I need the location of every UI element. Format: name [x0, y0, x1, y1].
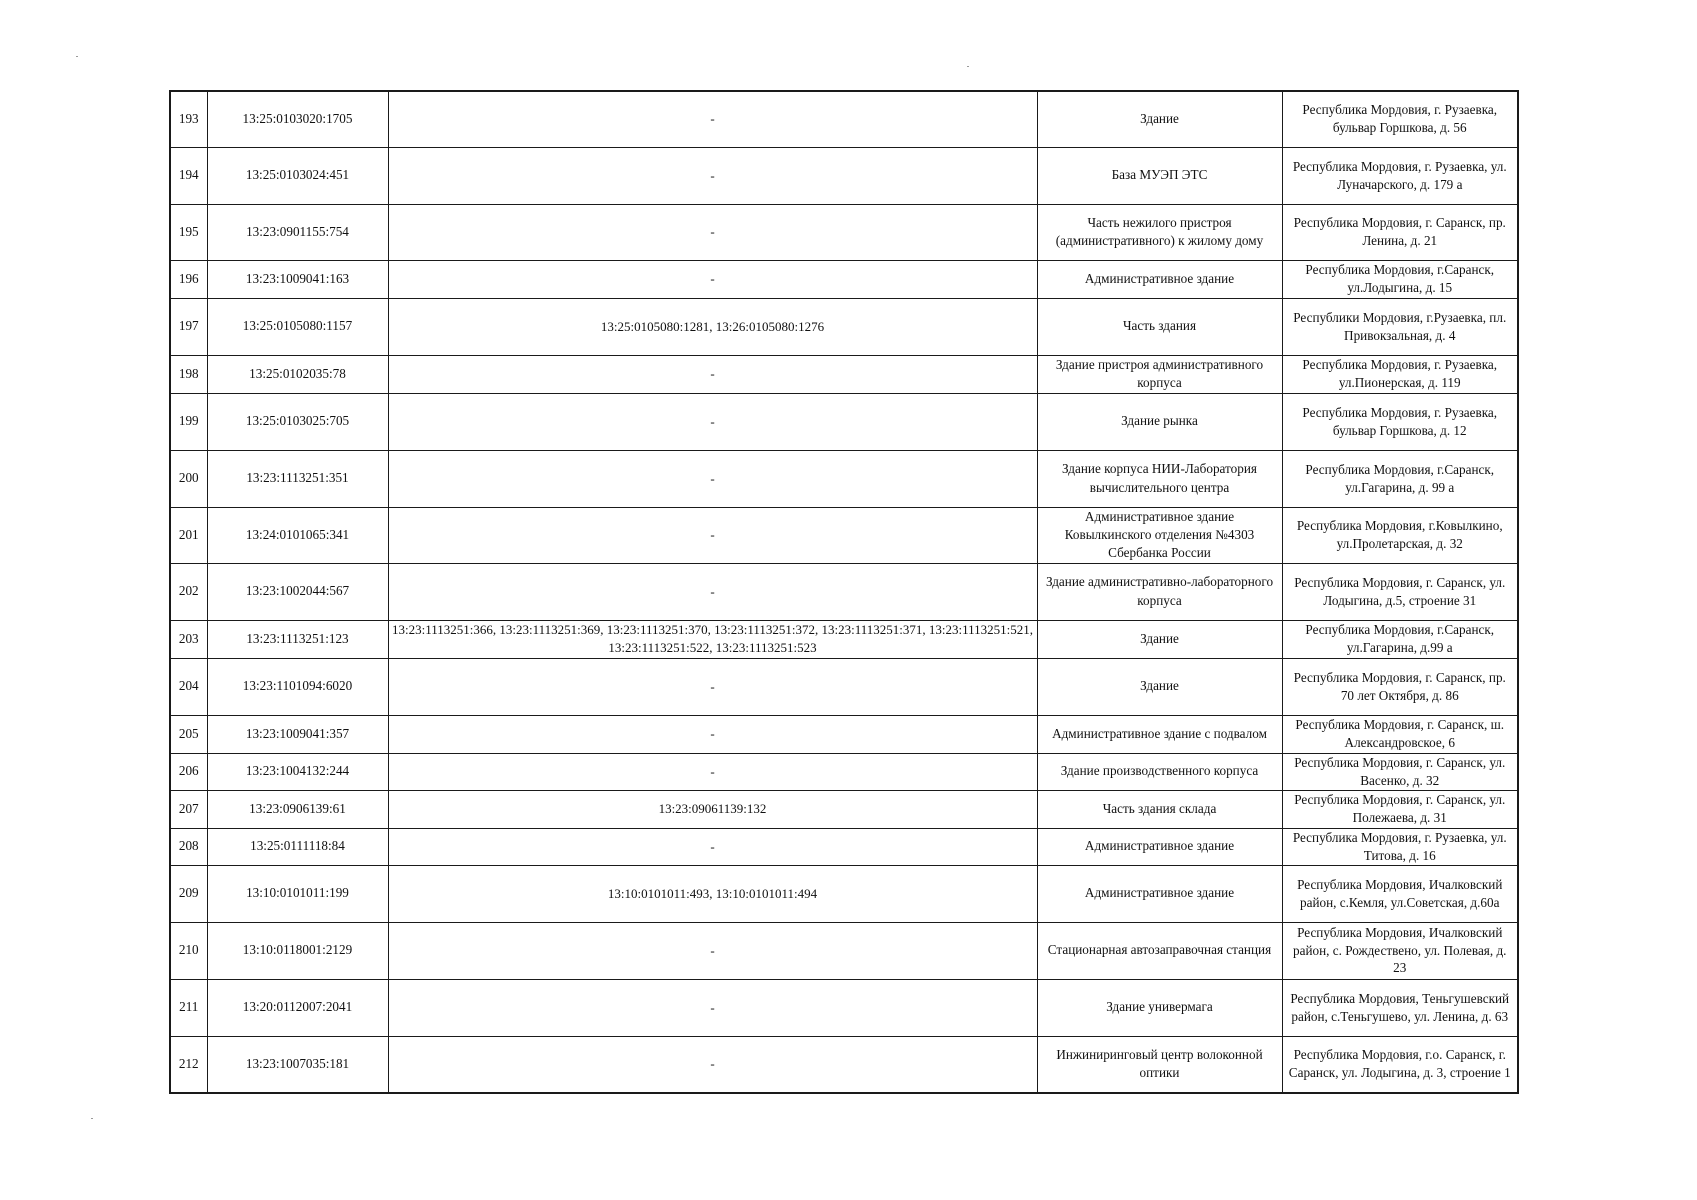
table-row: [170, 865, 1518, 922]
object-address: Республика Мордовия, Ичалковский район, с.Кемля, ул.Советская, д.60а: [1282, 865, 1518, 922]
object-name: Здание универмага: [1037, 979, 1282, 1036]
related-cadastral-numbers: -: [388, 922, 1037, 979]
table-row: [170, 507, 1518, 563]
cadastral-number: 13:25:0103020:1705: [207, 91, 388, 147]
registry-body: [170, 91, 1518, 1093]
cadastral-number: 13:23:0901155:754: [207, 204, 388, 260]
cadastral-number: 13:23:1113251:351: [207, 450, 388, 507]
cadastral-number: 13:25:0111118:84: [207, 828, 388, 865]
object-address: Республика Мордовия, г. Рузаевка, бульвар Горшкова, д. 12: [1282, 393, 1518, 450]
row-number: 210: [170, 922, 207, 979]
object-address: Республика Мордовия, г. Рузаевка, ул. Луначарского, д. 179 а: [1282, 147, 1518, 204]
cadastral-number: 13:23:1101094:6020: [207, 658, 388, 715]
related-cadastral-numbers: -: [388, 147, 1037, 204]
row-number: 206: [170, 753, 207, 790]
object-name: Здание рынка: [1037, 393, 1282, 450]
row-number: 202: [170, 563, 207, 620]
object-name: Административное здание: [1037, 865, 1282, 922]
cadastral-number: 13:25:0103024:451: [207, 147, 388, 204]
related-cadastral-numbers: 13:10:0101011:493, 13:10:0101011:494: [388, 865, 1037, 922]
object-address: Республика Мордовия, г.Саранск, ул.Лодыгина, д. 15: [1282, 260, 1518, 298]
table-row: [170, 753, 1518, 790]
object-name: Административное здание с подвалом: [1037, 715, 1282, 753]
object-address: Республика Мордовия, г. Рузаевка, бульвар Горшкова, д. 56: [1282, 91, 1518, 147]
object-name: Здание производственного корпуса: [1037, 753, 1282, 790]
property-registry-table: [169, 90, 1519, 1094]
cadastral-number: 13:23:1113251:123: [207, 620, 388, 658]
object-name: Часть здания: [1037, 298, 1282, 355]
row-number: 194: [170, 147, 207, 204]
object-address: Республика Мордовия, г. Саранск, ул. Лодыгина, д.5, строение 31: [1282, 563, 1518, 620]
row-number: 196: [170, 260, 207, 298]
row-number: 208: [170, 828, 207, 865]
row-number: 193: [170, 91, 207, 147]
object-address: Республика Мордовия, г. Саранск, пр. Ленина, д. 21: [1282, 204, 1518, 260]
object-name: Здание: [1037, 91, 1282, 147]
related-cadastral-numbers: -: [388, 979, 1037, 1036]
row-number: 199: [170, 393, 207, 450]
object-name: Здание пристроя административного корпуса: [1037, 355, 1282, 393]
cadastral-number: 13:23:1004132:244: [207, 753, 388, 790]
table-row: [170, 922, 1518, 979]
related-cadastral-numbers: -: [388, 715, 1037, 753]
object-name: Здание корпуса НИИ-Лаборатория вычислительного центра: [1037, 450, 1282, 507]
object-address: Республика Мордовия, Ичалковский район, с. Рождествено, ул. Полевая, д. 23: [1282, 922, 1518, 979]
table-row: [170, 1036, 1518, 1093]
object-address: Республика Мордовия, г.Саранск, ул.Гагарина, д. 99 а: [1282, 450, 1518, 507]
related-cadastral-numbers: -: [388, 753, 1037, 790]
scan-speck: [91, 1118, 93, 1119]
row-number: 207: [170, 790, 207, 828]
object-name: Стационарная автозаправочная станция: [1037, 922, 1282, 979]
related-cadastral-numbers: -: [388, 260, 1037, 298]
row-number: 204: [170, 658, 207, 715]
related-cadastral-numbers: -: [388, 828, 1037, 865]
related-cadastral-numbers: 13:23:09061139:132: [388, 790, 1037, 828]
table-row: [170, 355, 1518, 393]
row-number: 209: [170, 865, 207, 922]
object-name: Часть нежилого пристроя (административного) к жилому дому: [1037, 204, 1282, 260]
table-row: [170, 563, 1518, 620]
object-name: Административное здание: [1037, 828, 1282, 865]
object-name: Административное здание: [1037, 260, 1282, 298]
related-cadastral-numbers: 13:23:1113251:366, 13:23:1113251:369, 13:23:1113251:370, 13:23:1113251:372, 13:23:1113251:371, 13:23:1113251:521, 13:23:1113251:522, 13:23:1113251:523: [388, 620, 1037, 658]
table-row: [170, 204, 1518, 260]
object-name: База МУЭП ЭТС: [1037, 147, 1282, 204]
object-address: Республики Мордовия, г.Рузаевка, пл. Привокзальная, д. 4: [1282, 298, 1518, 355]
cadastral-number: 13:23:1009041:163: [207, 260, 388, 298]
row-number: 203: [170, 620, 207, 658]
row-number: 195: [170, 204, 207, 260]
table-row: [170, 393, 1518, 450]
cadastral-number: 13:25:0105080:1157: [207, 298, 388, 355]
object-name: Инжиниринговый центр волоконной оптики: [1037, 1036, 1282, 1093]
table-row: [170, 979, 1518, 1036]
scan-speck: [76, 56, 78, 57]
table-row: [170, 790, 1518, 828]
table-row: [170, 658, 1518, 715]
related-cadastral-numbers: -: [388, 393, 1037, 450]
cadastral-number: 13:23:1002044:567: [207, 563, 388, 620]
object-name: Административное здание Ковылкинского отделения №4303 Сбербанка России: [1037, 507, 1282, 563]
object-address: Республика Мордовия, г.о. Саранск, г. Саранск, ул. Лодыгина, д. 3, строение 1: [1282, 1036, 1518, 1093]
scan-speck: [967, 66, 969, 67]
cadastral-number: 13:10:0118001:2129: [207, 922, 388, 979]
object-address: Республика Мордовия, Теньгушевский район, с.Теньгушево, ул. Ленина, д. 63: [1282, 979, 1518, 1036]
related-cadastral-numbers: -: [388, 563, 1037, 620]
table-row: [170, 828, 1518, 865]
table-row: [170, 450, 1518, 507]
object-address: Республика Мордовия, г. Саранск, ул. Полежаева, д. 31: [1282, 790, 1518, 828]
related-cadastral-numbers: 13:25:0105080:1281, 13:26:0105080:1276: [388, 298, 1037, 355]
object-address: Республика Мордовия, г. Саранск, ш. Александровское, 6: [1282, 715, 1518, 753]
object-address: Республика Мордовия, г. Саранск, ул. Васенко, д. 32: [1282, 753, 1518, 790]
cadastral-number: 13:10:0101011:199: [207, 865, 388, 922]
row-number: 198: [170, 355, 207, 393]
cadastral-number: 13:23:0906139:61: [207, 790, 388, 828]
table-row: [170, 147, 1518, 204]
related-cadastral-numbers: -: [388, 91, 1037, 147]
related-cadastral-numbers: -: [388, 204, 1037, 260]
related-cadastral-numbers: -: [388, 507, 1037, 563]
cadastral-number: 13:20:0112007:2041: [207, 979, 388, 1036]
row-number: 201: [170, 507, 207, 563]
related-cadastral-numbers: -: [388, 450, 1037, 507]
object-name: Часть здания склада: [1037, 790, 1282, 828]
row-number: 197: [170, 298, 207, 355]
related-cadastral-numbers: -: [388, 1036, 1037, 1093]
cadastral-number: 13:25:0103025:705: [207, 393, 388, 450]
row-number: 205: [170, 715, 207, 753]
object-address: Республика Мордовия, г. Саранск, пр. 70 лет Октября, д. 86: [1282, 658, 1518, 715]
related-cadastral-numbers: -: [388, 658, 1037, 715]
object-name: Здание: [1037, 658, 1282, 715]
cadastral-number: 13:25:0102035:78: [207, 355, 388, 393]
cadastral-number: 13:24:0101065:341: [207, 507, 388, 563]
cadastral-number: 13:23:1009041:357: [207, 715, 388, 753]
object-address: Республика Мордовия, г.Ковылкино, ул.Пролетарская, д. 32: [1282, 507, 1518, 563]
object-name: Здание: [1037, 620, 1282, 658]
table-row: [170, 91, 1518, 147]
table-row: [170, 620, 1518, 658]
object-name: Здание административно-лабораторного корпуса: [1037, 563, 1282, 620]
table-row: [170, 715, 1518, 753]
related-cadastral-numbers: -: [388, 355, 1037, 393]
object-address: Республика Мордовия, г. Рузаевка, ул.Пионерская, д. 119: [1282, 355, 1518, 393]
table-row: [170, 298, 1518, 355]
row-number: 212: [170, 1036, 207, 1093]
table-row: [170, 260, 1518, 298]
row-number: 200: [170, 450, 207, 507]
object-address: Республика Мордовия, г.Саранск, ул.Гагарина, д.99 а: [1282, 620, 1518, 658]
cadastral-number: 13:23:1007035:181: [207, 1036, 388, 1093]
row-number: 211: [170, 979, 207, 1036]
object-address: Республика Мордовия, г. Рузаевка, ул. Титова, д. 16: [1282, 828, 1518, 865]
